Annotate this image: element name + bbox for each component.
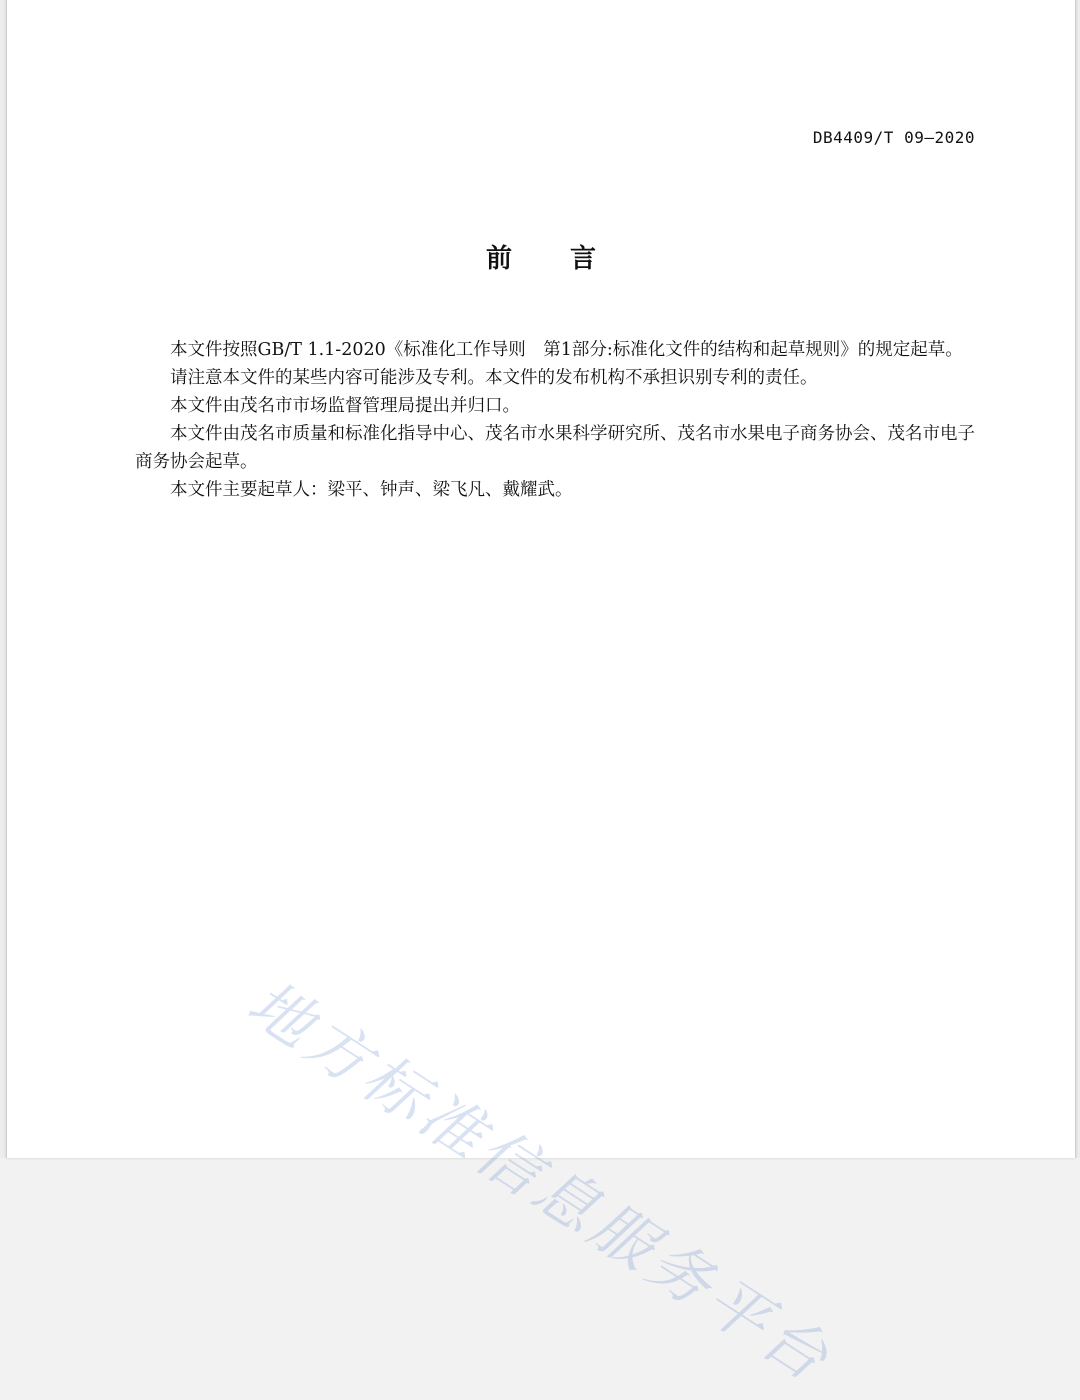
document-code: DB4409/T 09—2020 xyxy=(812,128,975,147)
paragraph-drafting-basis: 本文件按照GB/T 1.1-2020《标准化工作导则 第1部分:标准化文件的结构和起草规则》的规定起草。 xyxy=(170,340,963,360)
paragraph-patent-notice: 请注意本文件的某些内容可能涉及专利。本文件的发布机构不承担识别专利的责任。 xyxy=(170,368,818,388)
foreword-body xyxy=(135,336,975,504)
page-title: 前言 xyxy=(485,244,654,274)
paragraph-drafters: 本文件主要起草人：梁平、钟声、梁飞凡、戴耀武。 xyxy=(170,480,573,500)
paragraph-drafting-units: 本文件由茂名市质量和标准化指导中心、茂名市水果科学研究所、茂名市水果电子商务协会、茂名市电子商务协会起草。 xyxy=(135,424,975,472)
document-page xyxy=(6,0,1076,1398)
paragraph-proposer: 本文件由茂名市市场监督管理局提出并归口。 xyxy=(170,396,520,416)
watermark: 地方标准信息服务平台 xyxy=(235,965,846,1398)
